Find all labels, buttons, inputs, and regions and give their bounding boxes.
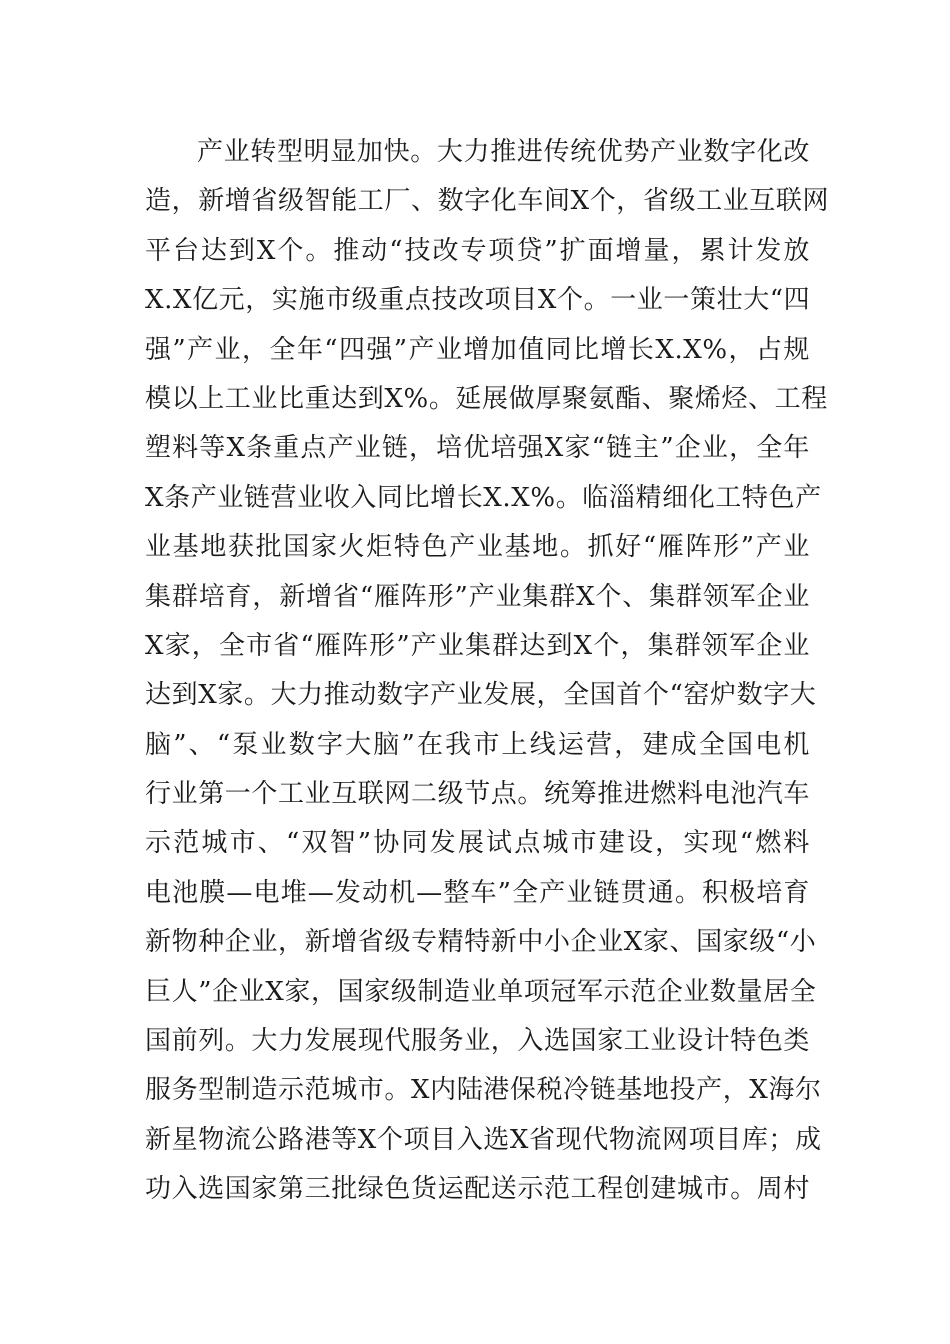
text-line: X家，全市省“雁阵形”产业集群达到X个，集群领军企业 [145, 630, 810, 661]
text-line: 业基地获批国家火炬特色产业基地。抓好“雁阵形”产业 [145, 532, 810, 563]
paragraph [145, 128, 830, 1215]
text-line: 行业第一个工业互联网二级节点。统筹推进燃料电池汽车 [145, 779, 811, 810]
text-line: X.X亿元，实施市级重点技改项目X个。一业一策壮大“四 [145, 285, 811, 316]
text-line: 集群培育，新增省“雁阵形”产业集群X个、集群领军企业 [145, 581, 810, 612]
text-line: 平台达到X个。推动“技改专项贷”扩面增量，累计发放 [145, 235, 810, 266]
text-line: 产业转型明显加快。大力推进传统优势产业数字化改 [197, 137, 810, 167]
text-line: 脑”、“泵业数字大脑”在我市上线运营，建成全国电机 [145, 729, 810, 760]
text-line: X条产业链营业收入同比增长X.X%。临淄精细化工特色产 [145, 482, 822, 513]
text-line: 新物种企业，新增省级专精特新中小企业X家、国家级“小 [145, 927, 817, 958]
text-line: 国前列。大力发展现代服务业，入选国家工业设计特色类 [145, 1026, 811, 1057]
text-line: 造，新增省级智能工厂、数字化车间X个，省级工业互联网 [145, 186, 830, 217]
text-line: 达到X家。大力推动数字产业发展，全国首个“窑炉数字大 [145, 680, 817, 711]
text-line: 服务型制造示范城市。X内陆港保税冷链基地投产，X海尔 [145, 1075, 822, 1106]
text-line: 新星物流公路港等X个项目入选X省现代物流网项目库；成 [145, 1124, 822, 1155]
text-line: 模以上工业比重达到X%。延展做厚聚氨酯、聚烯烃、工程 [145, 383, 828, 414]
text-line: 巨人”企业X家，国家级制造业单项冠军示范企业数量居全 [145, 976, 817, 1007]
text-line: 功入选国家第三批绿色货运配送示范工程创建城市。周村 [145, 1174, 811, 1205]
text-line: 示范城市、“双智”协同发展试点城市建设，实现“燃料 [145, 828, 810, 859]
text-line: 强”产业，全年“四强”产业增加值同比增长X.X%，占规 [145, 334, 810, 365]
text-line: 塑料等X条重点产业链，培优培强X家“链主”企业，全年 [145, 433, 810, 464]
text-line: 电池膜—电堆—发动机—整车”全产业链贯通。积极培育 [145, 877, 810, 908]
